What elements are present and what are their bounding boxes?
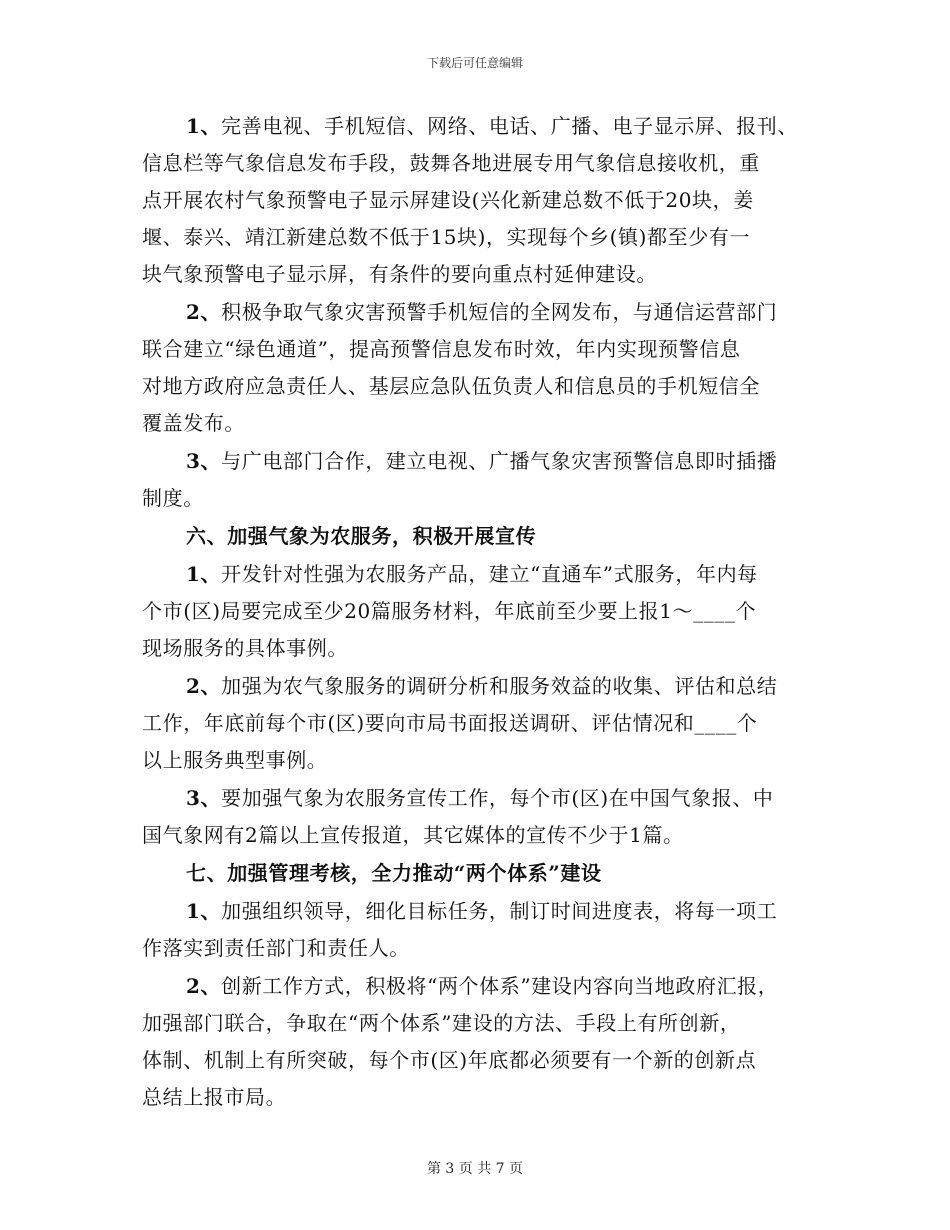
text-line <box>142 443 832 480</box>
list-item-paragraph <box>142 556 832 667</box>
text-line <box>142 817 832 854</box>
line-text: 七、加强管理考核，全力推动“两个体系”建设 <box>186 861 602 885</box>
text-line <box>142 593 832 630</box>
text-line <box>142 668 832 705</box>
text-line <box>142 108 832 145</box>
text-line <box>142 630 832 667</box>
document-body <box>142 108 832 1117</box>
text-line <box>142 780 832 817</box>
line-text: 与广电部门合作，建立电视、广播气象灾害预警信息即时插播 <box>221 449 778 473</box>
line-text: 国气象网有2篇以上宣传报道，其它媒体的宣传不少于1篇。 <box>142 823 684 847</box>
item-number: 2、 <box>186 300 222 324</box>
item-number: 1、 <box>186 114 222 138</box>
text-line <box>142 1005 832 1042</box>
line-text: 开发针对性强为农服务产品，建立“直通车”式服务，年内每 <box>221 562 758 586</box>
text-line <box>142 1042 832 1079</box>
line-text: 加强部门联合，争取在“两个体系”建设的方法、手段上有所创新， <box>142 1011 741 1035</box>
text-line <box>142 855 832 892</box>
text-line <box>142 368 832 405</box>
line-text: 总结上报市局。 <box>142 1085 287 1109</box>
text-line <box>142 705 832 742</box>
text-line <box>142 256 832 293</box>
item-number: 1、 <box>186 899 222 923</box>
list-item-paragraph <box>142 893 832 967</box>
line-text: 六、加强气象为农服务，积极开展宣传 <box>186 524 537 548</box>
line-text: 要加强气象为农服务宣传工作，每个市(区)在中国气象报、中 <box>221 786 774 810</box>
line-text: 工作，年底前每个市(区)要向市局书面报送调研、评估情况和____个 <box>142 711 758 735</box>
text-line <box>142 930 832 967</box>
line-text: 积极争取气象灾害预警手机短信的全网发布，与通信运营部门 <box>221 300 778 324</box>
line-text: 堰、泰兴、靖江新建总数不低于15块)，实现每个乡(镇)都至少有一 <box>142 225 751 249</box>
text-line <box>142 182 832 219</box>
list-item-paragraph <box>142 108 832 293</box>
text-line <box>142 968 832 1005</box>
line-text: 创新工作方式，积极将“两个体系”建设内容向当地政府汇报， <box>221 974 779 998</box>
text-line <box>142 480 832 517</box>
line-text: 加强为农气象服务的调研分析和服务效益的收集、评估和总结 <box>221 674 778 698</box>
list-item-paragraph <box>142 968 832 1116</box>
item-number: 2、 <box>186 674 222 698</box>
item-number: 3、 <box>186 786 222 810</box>
text-line <box>142 1079 832 1116</box>
text-line <box>142 219 832 256</box>
text-line <box>142 556 832 593</box>
line-text: 加强组织领导，细化目标任务，制订时间进度表，将每一项工 <box>221 899 778 923</box>
line-text: 对地方政府应急责任人、基层应急队伍负责人和信息员的手机短信全 <box>142 374 760 398</box>
item-number: 3、 <box>186 449 222 473</box>
line-text: 联合建立“绿色通道”，提高预警信息发布时效，年内实现预警信息 <box>142 337 741 361</box>
text-line <box>142 893 832 930</box>
line-text: 制度。 <box>142 486 204 510</box>
text-line <box>142 518 832 555</box>
list-item-paragraph <box>142 668 832 779</box>
text-line <box>142 294 832 331</box>
line-text: 覆盖发布。 <box>142 411 245 435</box>
page-footer: 第 3 页 共 7 页 <box>426 1161 524 1177</box>
text-line <box>142 145 832 182</box>
section-heading <box>142 855 832 892</box>
line-text: 作落实到责任部门和责任人。 <box>142 936 410 960</box>
page-header: 下载后可任意编辑 <box>426 56 523 70</box>
section-heading <box>142 518 832 555</box>
line-text: 个市(区)局要完成至少20篇服务材料，年底前至少要上报1～____个 <box>142 599 757 623</box>
item-number: 1、 <box>186 562 222 586</box>
line-text: 现场服务的具体事例。 <box>142 636 348 660</box>
line-text: 点开展农村气象预警电子显示屏建设(兴化新建总数不低于20块，姜 <box>142 188 754 212</box>
line-text: 体制、机制上有所突破，每个市(区)年底都必须要有一个新的创新点 <box>142 1048 757 1072</box>
line-text: 以上服务典型事例。 <box>142 748 328 772</box>
line-text: 完善电视、手机短信、网络、电话、广播、电子显示屏、报刊、 <box>221 114 798 138</box>
line-text: 块气象预警电子显示屏，有条件的要向重点村延伸建设。 <box>142 262 657 286</box>
text-line <box>142 331 832 368</box>
list-item-paragraph <box>142 294 832 442</box>
item-number: 2、 <box>186 974 222 998</box>
list-item-paragraph <box>142 443 832 517</box>
line-text: 信息栏等气象信息发布手段，鼓舞各地进展专用气象信息接收机，重 <box>142 151 760 175</box>
text-line <box>142 742 832 779</box>
list-item-paragraph <box>142 780 832 854</box>
text-line <box>142 405 832 442</box>
